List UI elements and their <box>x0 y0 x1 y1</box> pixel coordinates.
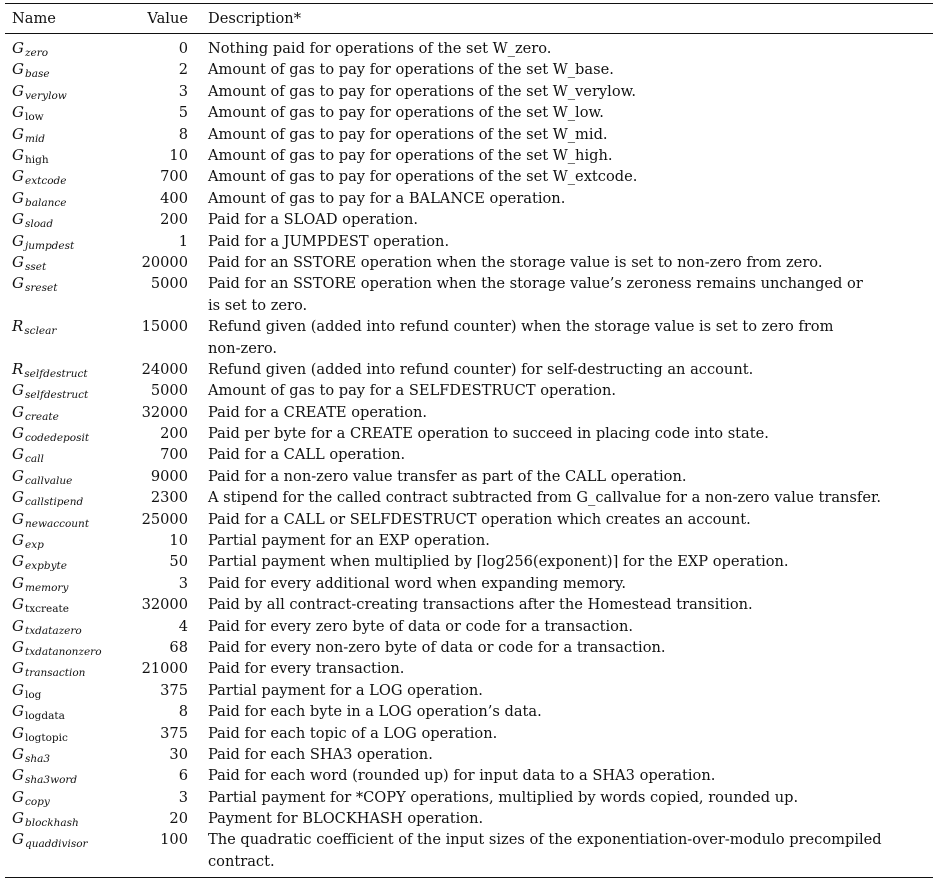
parameter-name <box>12 829 88 852</box>
parameter-subscript: txdatanonzero <box>24 645 102 658</box>
description-line: Paid for an SSTORE operation when the storage value is set to non-zero from zero. <box>208 253 823 271</box>
parameter-name <box>12 380 88 403</box>
parameter-symbol: G <box>12 766 24 785</box>
table-bottom-rule <box>5 877 933 878</box>
parameter-symbol: G <box>12 188 24 207</box>
parameter-subscript: callvalue <box>24 474 73 487</box>
description-line: Paid for a CALL or SELFDESTRUCT operation which creates an account. <box>208 510 751 528</box>
parameter-value: 100 <box>160 831 188 849</box>
parameter-description <box>208 744 923 765</box>
parameter-description <box>208 701 923 722</box>
parameter-symbol: G <box>12 595 24 614</box>
parameter-symbol: G <box>12 830 24 849</box>
parameter-value: 30 <box>169 745 188 763</box>
table-row <box>0 765 938 786</box>
parameter-symbol: G <box>12 231 24 250</box>
parameter-value: 10 <box>169 146 188 164</box>
description-line: non-zero. <box>208 339 277 357</box>
table-top-rule <box>5 3 933 4</box>
parameter-symbol: R <box>12 359 24 378</box>
parameter-value: 3 <box>178 574 188 592</box>
parameter-symbol: G <box>12 616 24 635</box>
description-line: Paid for a CREATE operation. <box>208 403 428 421</box>
parameter-subscript: extcode <box>24 175 67 188</box>
description-line: Paid per byte for a CREATE operation to succeed in placing code into state. <box>208 425 769 443</box>
parameter-symbol: G <box>12 809 24 828</box>
parameter-description <box>208 466 923 487</box>
parameter-symbol: G <box>12 659 24 678</box>
header-name: Name <box>12 10 56 27</box>
description-line: Partial payment for an EXP operation. <box>208 532 490 550</box>
parameter-description <box>208 616 923 637</box>
table-header <box>0 9 938 31</box>
parameter-symbol: G <box>12 167 24 186</box>
table-row <box>0 81 938 102</box>
parameter-subscript: exp <box>24 539 44 552</box>
parameter-name <box>12 102 44 125</box>
table-row <box>0 59 938 80</box>
table-row <box>0 701 938 722</box>
table-row <box>0 616 938 637</box>
table-row <box>0 359 938 380</box>
parameter-symbol: G <box>12 210 24 229</box>
parameter-symbol: G <box>12 124 24 143</box>
description-line: Amount of gas to pay for operations of the set W_verylow. <box>208 82 637 100</box>
parameter-symbol: G <box>12 252 24 271</box>
parameter-symbol: G <box>12 723 24 742</box>
description-line: is set to zero. <box>208 296 308 314</box>
parameter-description <box>208 658 923 679</box>
parameter-value: 5 <box>178 104 188 122</box>
parameter-value: 25000 <box>141 510 188 528</box>
parameter-name <box>12 423 89 446</box>
parameter-subscript: call <box>24 453 44 466</box>
parameter-subscript: txdatazero <box>24 624 82 637</box>
parameter-subscript: base <box>24 68 50 81</box>
parameter-value: 700 <box>160 446 188 464</box>
description-line: Paid for each SHA3 operation. <box>208 745 433 763</box>
parameter-name <box>12 81 67 104</box>
parameter-name <box>12 166 66 189</box>
parameter-value: 375 <box>160 724 188 742</box>
table-row <box>0 787 938 808</box>
parameter-value: 400 <box>160 189 188 207</box>
parameter-name <box>12 573 68 596</box>
parameter-name <box>12 252 46 275</box>
parameter-subscript: zero <box>24 47 49 59</box>
parameter-name <box>12 509 89 532</box>
parameter-symbol: G <box>12 702 24 721</box>
parameter-value: 32000 <box>141 403 188 421</box>
parameter-value: 4 <box>178 617 188 635</box>
parameter-description <box>208 637 923 658</box>
parameter-value: 200 <box>160 425 188 443</box>
table-row <box>0 166 938 187</box>
parameter-subscript: logtopic <box>24 731 68 744</box>
parameter-symbol: G <box>12 466 24 485</box>
description-line: Amount of gas to pay for a SELFDESTRUCT operation. <box>208 382 616 400</box>
parameter-name <box>12 402 59 425</box>
header-value: Value <box>147 10 188 27</box>
parameter-subscript: transaction <box>24 667 86 680</box>
parameter-name <box>12 530 44 553</box>
description-line: Partial payment for *COPY operations, multiplied by words copied, rounded up. <box>208 788 799 806</box>
parameter-symbol: R <box>12 317 24 336</box>
parameter-value: 5000 <box>150 275 188 293</box>
parameter-value: 5000 <box>150 382 188 400</box>
parameter-value: 2300 <box>150 489 188 507</box>
parameter-description <box>208 188 923 209</box>
parameter-subscript: sclear <box>24 325 57 338</box>
parameter-subscript: create <box>24 410 59 423</box>
parameter-description <box>208 380 923 401</box>
parameter-subscript: newaccount <box>24 517 90 530</box>
parameter-symbol: G <box>12 680 24 699</box>
parameter-description <box>208 530 923 551</box>
description-line: Paid for every non-zero byte of data or code for a transaction. <box>208 638 666 656</box>
parameter-symbol: G <box>12 81 24 100</box>
table-row <box>0 637 938 658</box>
parameter-name <box>12 38 48 61</box>
parameter-description <box>208 209 923 230</box>
parameter-value: 68 <box>169 638 188 656</box>
description-line: Paid for a CALL operation. <box>208 446 406 464</box>
parameter-value: 200 <box>160 211 188 229</box>
parameter-name <box>12 637 102 660</box>
parameter-name <box>12 359 88 382</box>
parameter-value: 15000 <box>141 318 188 336</box>
parameter-value: 9000 <box>150 467 188 485</box>
table-row <box>0 530 938 551</box>
parameter-value: 8 <box>178 703 188 721</box>
parameter-subscript: callstipend <box>24 496 84 509</box>
parameter-description <box>208 573 923 594</box>
parameter-subscript: sset <box>24 260 47 273</box>
parameter-description <box>208 723 923 744</box>
parameter-name <box>12 551 67 574</box>
parameter-description <box>208 81 923 102</box>
description-line: Payment for BLOCKHASH operation. <box>208 810 484 828</box>
parameter-subscript: sha3 <box>24 752 51 765</box>
description-line: Refund given (added into refund counter) when the storage value is set to zero from <box>208 318 834 336</box>
parameter-value: 2 <box>178 61 188 79</box>
description-line: The quadratic coefficient of the input sizes of the exponentiation-over-modulo precompiled <box>208 831 882 849</box>
parameter-name <box>12 616 82 639</box>
description-line: Amount of gas to pay for operations of the set W_extcode. <box>208 168 638 186</box>
parameter-description <box>208 252 923 273</box>
parameter-symbol: G <box>12 402 24 421</box>
table-row <box>0 829 938 872</box>
parameter-description <box>208 509 923 530</box>
parameter-description <box>208 808 923 829</box>
description-line: Paid for a JUMPDEST operation. <box>208 232 450 250</box>
description-line: Amount of gas to pay for operations of the set W_high. <box>208 146 613 164</box>
parameter-name <box>12 316 56 339</box>
table-header-rule <box>5 33 933 34</box>
parameter-description <box>208 231 923 252</box>
table-row <box>0 380 938 401</box>
parameter-value: 20000 <box>141 253 188 271</box>
parameter-subscript: sreset <box>24 282 58 295</box>
table-row <box>0 808 938 829</box>
parameter-symbol: G <box>12 274 24 293</box>
description-line: Amount of gas to pay for a BALANCE operation. <box>208 189 566 207</box>
table-row <box>0 487 938 508</box>
description-line: Paid for every transaction. <box>208 660 405 678</box>
parameter-description <box>208 829 923 872</box>
parameter-subscript: selfdestruct <box>24 389 89 402</box>
parameter-symbol: G <box>12 573 24 592</box>
parameter-value: 8 <box>178 125 188 143</box>
parameter-symbol: G <box>12 744 24 763</box>
parameter-subscript: selfdestruct <box>24 367 88 380</box>
table-row <box>0 423 938 444</box>
parameter-name <box>12 444 44 467</box>
parameter-subscript: codedeposit <box>24 432 90 445</box>
parameter-description <box>208 594 923 615</box>
header-description: Description* <box>208 10 301 27</box>
parameter-symbol: G <box>12 145 24 164</box>
parameter-name <box>12 59 50 82</box>
description-line: A stipend for the called contract subtracted from G_callvalue for a non-zero value transfer. <box>208 489 881 507</box>
parameter-description <box>208 316 923 359</box>
parameter-value: 10 <box>169 532 188 550</box>
table-row <box>0 252 938 273</box>
parameter-subscript: verylow <box>24 89 67 102</box>
table-row <box>0 102 938 123</box>
table-row <box>0 145 938 166</box>
description-line: Paid for an SSTORE operation when the storage value’s zeroness remains unchanged or <box>208 275 863 293</box>
table-row <box>0 124 938 145</box>
parameter-name <box>12 124 45 147</box>
parameter-description <box>208 102 923 123</box>
table-row <box>0 594 938 615</box>
parameter-description <box>208 402 923 423</box>
parameter-description <box>208 787 923 808</box>
parameter-name <box>12 273 57 296</box>
description-line: Paid for each topic of a LOG operation. <box>208 724 498 742</box>
parameter-description <box>208 273 923 316</box>
parameter-symbol: G <box>12 39 24 57</box>
parameter-subscript: txcreate <box>24 603 69 616</box>
parameter-name <box>12 231 74 254</box>
parameter-name <box>12 209 53 232</box>
parameter-symbol: G <box>12 424 24 443</box>
description-line: Partial payment when multiplied by ⌈log256(exponent)⌉ for the EXP operation. <box>208 553 789 571</box>
parameter-name <box>12 808 79 831</box>
table-row <box>0 188 938 209</box>
parameter-description <box>208 423 923 444</box>
table-row <box>0 723 938 744</box>
parameter-subscript: balance <box>24 196 67 209</box>
parameter-subscript: quaddivisor <box>24 838 88 851</box>
parameter-description <box>208 38 923 59</box>
table-row <box>0 38 938 59</box>
table-row <box>0 573 938 594</box>
table-row <box>0 444 938 465</box>
parameter-name <box>12 658 85 681</box>
parameter-subscript: blockhash <box>24 817 79 830</box>
parameter-subscript: low <box>24 111 44 124</box>
description-line: Amount of gas to pay for operations of the set W_low. <box>208 104 604 122</box>
parameter-name <box>12 680 41 703</box>
parameter-subscript: copy <box>24 795 50 808</box>
parameter-value: 6 <box>178 767 188 785</box>
parameter-subscript: high <box>24 153 49 166</box>
parameter-subscript: expbyte <box>24 560 67 573</box>
parameter-symbol: G <box>12 531 24 550</box>
parameter-name <box>12 487 83 510</box>
parameter-name <box>12 594 69 617</box>
parameter-description <box>208 487 923 508</box>
parameter-name <box>12 765 77 788</box>
table-row <box>0 466 938 487</box>
description-line: Amount of gas to pay for operations of the set W_base. <box>208 61 614 79</box>
parameter-value: 21000 <box>141 660 188 678</box>
parameter-description <box>208 59 923 80</box>
parameter-description <box>208 124 923 145</box>
parameter-value: 3 <box>178 788 188 806</box>
table-row <box>0 551 938 572</box>
parameter-subscript: memory <box>24 581 69 594</box>
table-body <box>0 38 938 872</box>
table-row <box>0 231 938 252</box>
table-row <box>0 658 938 679</box>
table-row <box>0 509 938 530</box>
parameter-value: 375 <box>160 681 188 699</box>
parameter-name <box>12 466 72 489</box>
table-row <box>0 316 938 359</box>
description-line: Refund given (added into refund counter) for self-destructing an account. <box>208 360 754 378</box>
parameter-description <box>208 145 923 166</box>
parameter-name <box>12 787 50 810</box>
parameter-value: 50 <box>169 553 188 571</box>
parameter-subscript: sha3word <box>24 774 78 787</box>
description-line: Paid for each byte in a LOG operation’s data. <box>208 703 542 721</box>
parameter-value: 20 <box>169 810 188 828</box>
description-line: contract. <box>208 852 275 870</box>
parameter-symbol: G <box>12 509 24 528</box>
parameter-symbol: G <box>12 787 24 806</box>
parameter-subscript: mid <box>24 132 46 145</box>
parameter-name <box>12 723 68 746</box>
parameter-symbol: G <box>12 60 24 79</box>
parameter-value: 1 <box>178 232 188 250</box>
table-row <box>0 209 938 230</box>
parameter-value: 3 <box>178 82 188 100</box>
parameter-subscript: log <box>24 688 42 701</box>
parameter-symbol: G <box>12 488 24 507</box>
parameter-subscript: jumpdest <box>24 239 75 252</box>
parameter-value: 0 <box>178 40 188 57</box>
parameter-description <box>208 166 923 187</box>
description-line: Paid by all contract-creating transactions after the Homestead transition. <box>208 596 753 614</box>
table-row <box>0 744 938 765</box>
description-line: Paid for every additional word when expanding memory. <box>208 574 626 592</box>
description-line: Amount of gas to pay for operations of the set W_mid. <box>208 125 608 143</box>
description-line: Paid for every zero byte of data or code for a transaction. <box>208 617 633 635</box>
description-line: Paid for each word (rounded up) for input data to a SHA3 operation. <box>208 767 716 785</box>
parameter-description <box>208 359 923 380</box>
table-row <box>0 273 938 316</box>
parameter-value: 700 <box>160 168 188 186</box>
parameter-value: 24000 <box>141 360 188 378</box>
parameter-description <box>208 765 923 786</box>
parameter-symbol: G <box>12 637 24 656</box>
parameter-symbol: G <box>12 445 24 464</box>
description-line: Paid for a non-zero value transfer as part of the CALL operation. <box>208 467 687 485</box>
parameter-description <box>208 551 923 572</box>
parameter-value: 32000 <box>141 596 188 614</box>
parameter-symbol: G <box>12 381 24 400</box>
parameter-symbol: G <box>12 103 24 122</box>
parameter-description <box>208 680 923 701</box>
parameter-name <box>12 145 49 168</box>
description-line: Paid for a SLOAD operation. <box>208 211 418 229</box>
parameter-symbol: G <box>12 552 24 571</box>
parameter-name <box>12 701 65 724</box>
table-row <box>0 402 938 423</box>
parameter-subscript: logdata <box>24 710 65 723</box>
parameter-name <box>12 188 66 211</box>
description-line: Nothing paid for operations of the set W_zero. <box>208 40 552 57</box>
parameter-name <box>12 744 50 767</box>
parameter-subscript: sload <box>24 218 54 231</box>
table-row <box>0 680 938 701</box>
parameter-description <box>208 444 923 465</box>
description-line: Partial payment for a LOG operation. <box>208 681 483 699</box>
